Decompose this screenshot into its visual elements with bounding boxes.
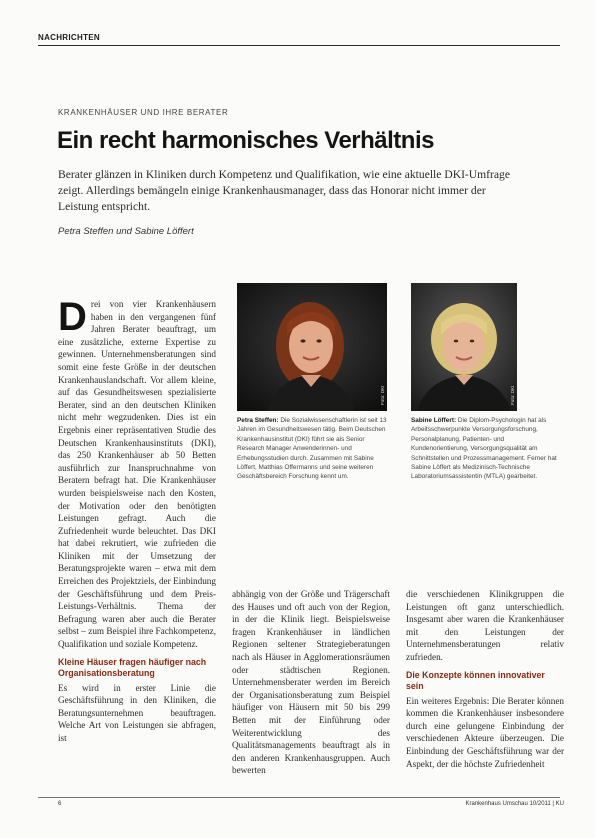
photo-credit: Foto: DKI — [380, 385, 385, 405]
body-column-2 — [232, 588, 390, 777]
body-paragraph: die verschiedenen Klinikgruppen die Leistungen oft ganz unterschiedlich. Insgesamt aber waren die Krankenhäuser mit den Leistungen der Unternehmensberatungen relativ zufrieden. — [406, 589, 564, 662]
caption-sabine-loeffert — [411, 416, 561, 482]
teaser: Berater glänzen in Kliniken durch Kompetenz und Qualifikation, wie eine aktuelle DKI-Umfrage zeigt. Allerdings bemängeln einige Krankenhausmanager, dass das Honorar nicht immer der Leistung entspricht. — [58, 168, 510, 213]
headline: Ein recht harmonisches Verhältnis — [57, 127, 434, 154]
caption-name: Sabine Löffert: — [411, 417, 457, 424]
authors: Petra Steffen und Sabine Löffert — [58, 226, 194, 237]
header-rule — [38, 45, 560, 46]
subheading: Kleine Häuser fragen häufiger nach Organisationsberatung — [58, 656, 207, 679]
caption-name: Petra Steffen: — [237, 417, 279, 424]
caption-petra-steffen — [237, 416, 387, 482]
kicker: KRANKENHÄUSER UND IHRE BERATER — [58, 108, 229, 117]
body-column-1 — [58, 295, 216, 745]
page-number: 6 — [58, 801, 62, 807]
body-paragraph — [58, 295, 216, 651]
footer-rule — [38, 797, 560, 798]
body-paragraph: Ein weiteres Ergebnis: Die Berater können kommen die Krankenhäuser insbesondere durch eine gelungene Einbindung der verschiedenen Akteure überzeugen. Die Einbindung der Geschäftsführung war der Aspekt, der die höchste Zufriedenheit — [406, 695, 564, 769]
photo-sabine-loeffert — [411, 283, 517, 411]
photo-petra-steffen — [237, 283, 387, 411]
photo-credit: Foto: DKI — [510, 385, 515, 405]
caption-text: Die Diplom-Psychologin hat als Arbeitsschwerpunkte Versorgungsforschung, Personalplanung, Patienten- und Kundenorientierung, Versorgungsqualität am Schnittstellen und Prozessmanagement. Ferner hat Sabine Löffert als Medizinisch-Technische Laboratoriumsassistentin (MTLA) gearbeitet. — [411, 417, 557, 481]
subheading: Die Konzepte können innovativer sein — [406, 669, 545, 692]
magazine-footer: Krankenhaus Umschau 10/2011 | KU — [465, 801, 564, 807]
section-label: NACHRICHTEN — [38, 33, 100, 42]
drop-cap: D — [58, 295, 87, 339]
body-text: rei von vier Krankenhäusern haben in den vergangenen fünf Jahren Berater beauftragt, um eine zusätzliche, externe Expertise zu gewinnen. Unternehmensberatungen sind somit eine feste Größe in der deutschen Krankenhauslandschaft. Vor allem kleine, auf das Gesundheitswesen spezialisierte Berater, sind an den deutschen Kliniken nicht mehr wegzudenken. Dies ist ein Ergebnis einer repräsentativen Studie des Deutschen Krankenhausinstituts (DKI), das 250 Krankenhäuser ab 50 Betten ausführlich zur Inanspruchnahme von Beratern befragt hat. Die Krankenhäuser wurden beispielsweise nach den Kosten, der Motivation oder den benötigten Leistungen gefragt. Auch die Zufriedenheit wurde beleuchtet. Das DKI hat dabei rekrutiert, wie zufrieden die Kliniken mit der Umsetzung der Beratungsprojekte waren – etwa mit dem Erreichen des Projektziels, der Einbindung der Geschäftsführung und dem Preis-Leistungs-Verhältnis. Thema der Befragung waren aber auch die Berater selbst – zum Beispiel ihre Fachkompetenz, Qualifikation und soziale Kompetenz. — [58, 299, 216, 650]
body-paragraph: abhängig von der Größe und Trägerschaft des Hauses und oft auch von der Region, in der die Klinik liegt. Beispielsweise fragen Krankenhäuser in ländlichen Regionen seltener Strategieberatungen nach als Häuser in Agglomerationsräumen oder städtischen Regionen. Unternehmensberater werden im Bereich der Organisationsberatung zum Beispiel häufiger von Häusern mit 50 bis 299 Betten mit der Einführung oder Weiterentwicklung des Qualitätsmanagements beauftragt als in den anderen Krankenhausgruppen. Auch bewerten — [232, 589, 390, 776]
body-paragraph: Es wird in erster Linie die Geschäftsführung in den Kliniken, die Beratungsunternehmen beauftragen. Welche Art von Leistungen sie abfragen, ist — [58, 682, 216, 743]
body-column-3 — [406, 588, 564, 770]
caption-text: Die Sozialwissenschaftlerin ist seit 13 Jahren im Gesundheitswesen tätig. Beim Deutschen Krankenhausinstitut (DKI) führt sie als Senior Research Manager Anwenderinnen- und Erhebungsstudien durch. Zusammen mit Sabine Löffert, Matthias Offermanns und seine weiteren Geschäftsbereich Forschung kennt um. — [237, 417, 387, 481]
